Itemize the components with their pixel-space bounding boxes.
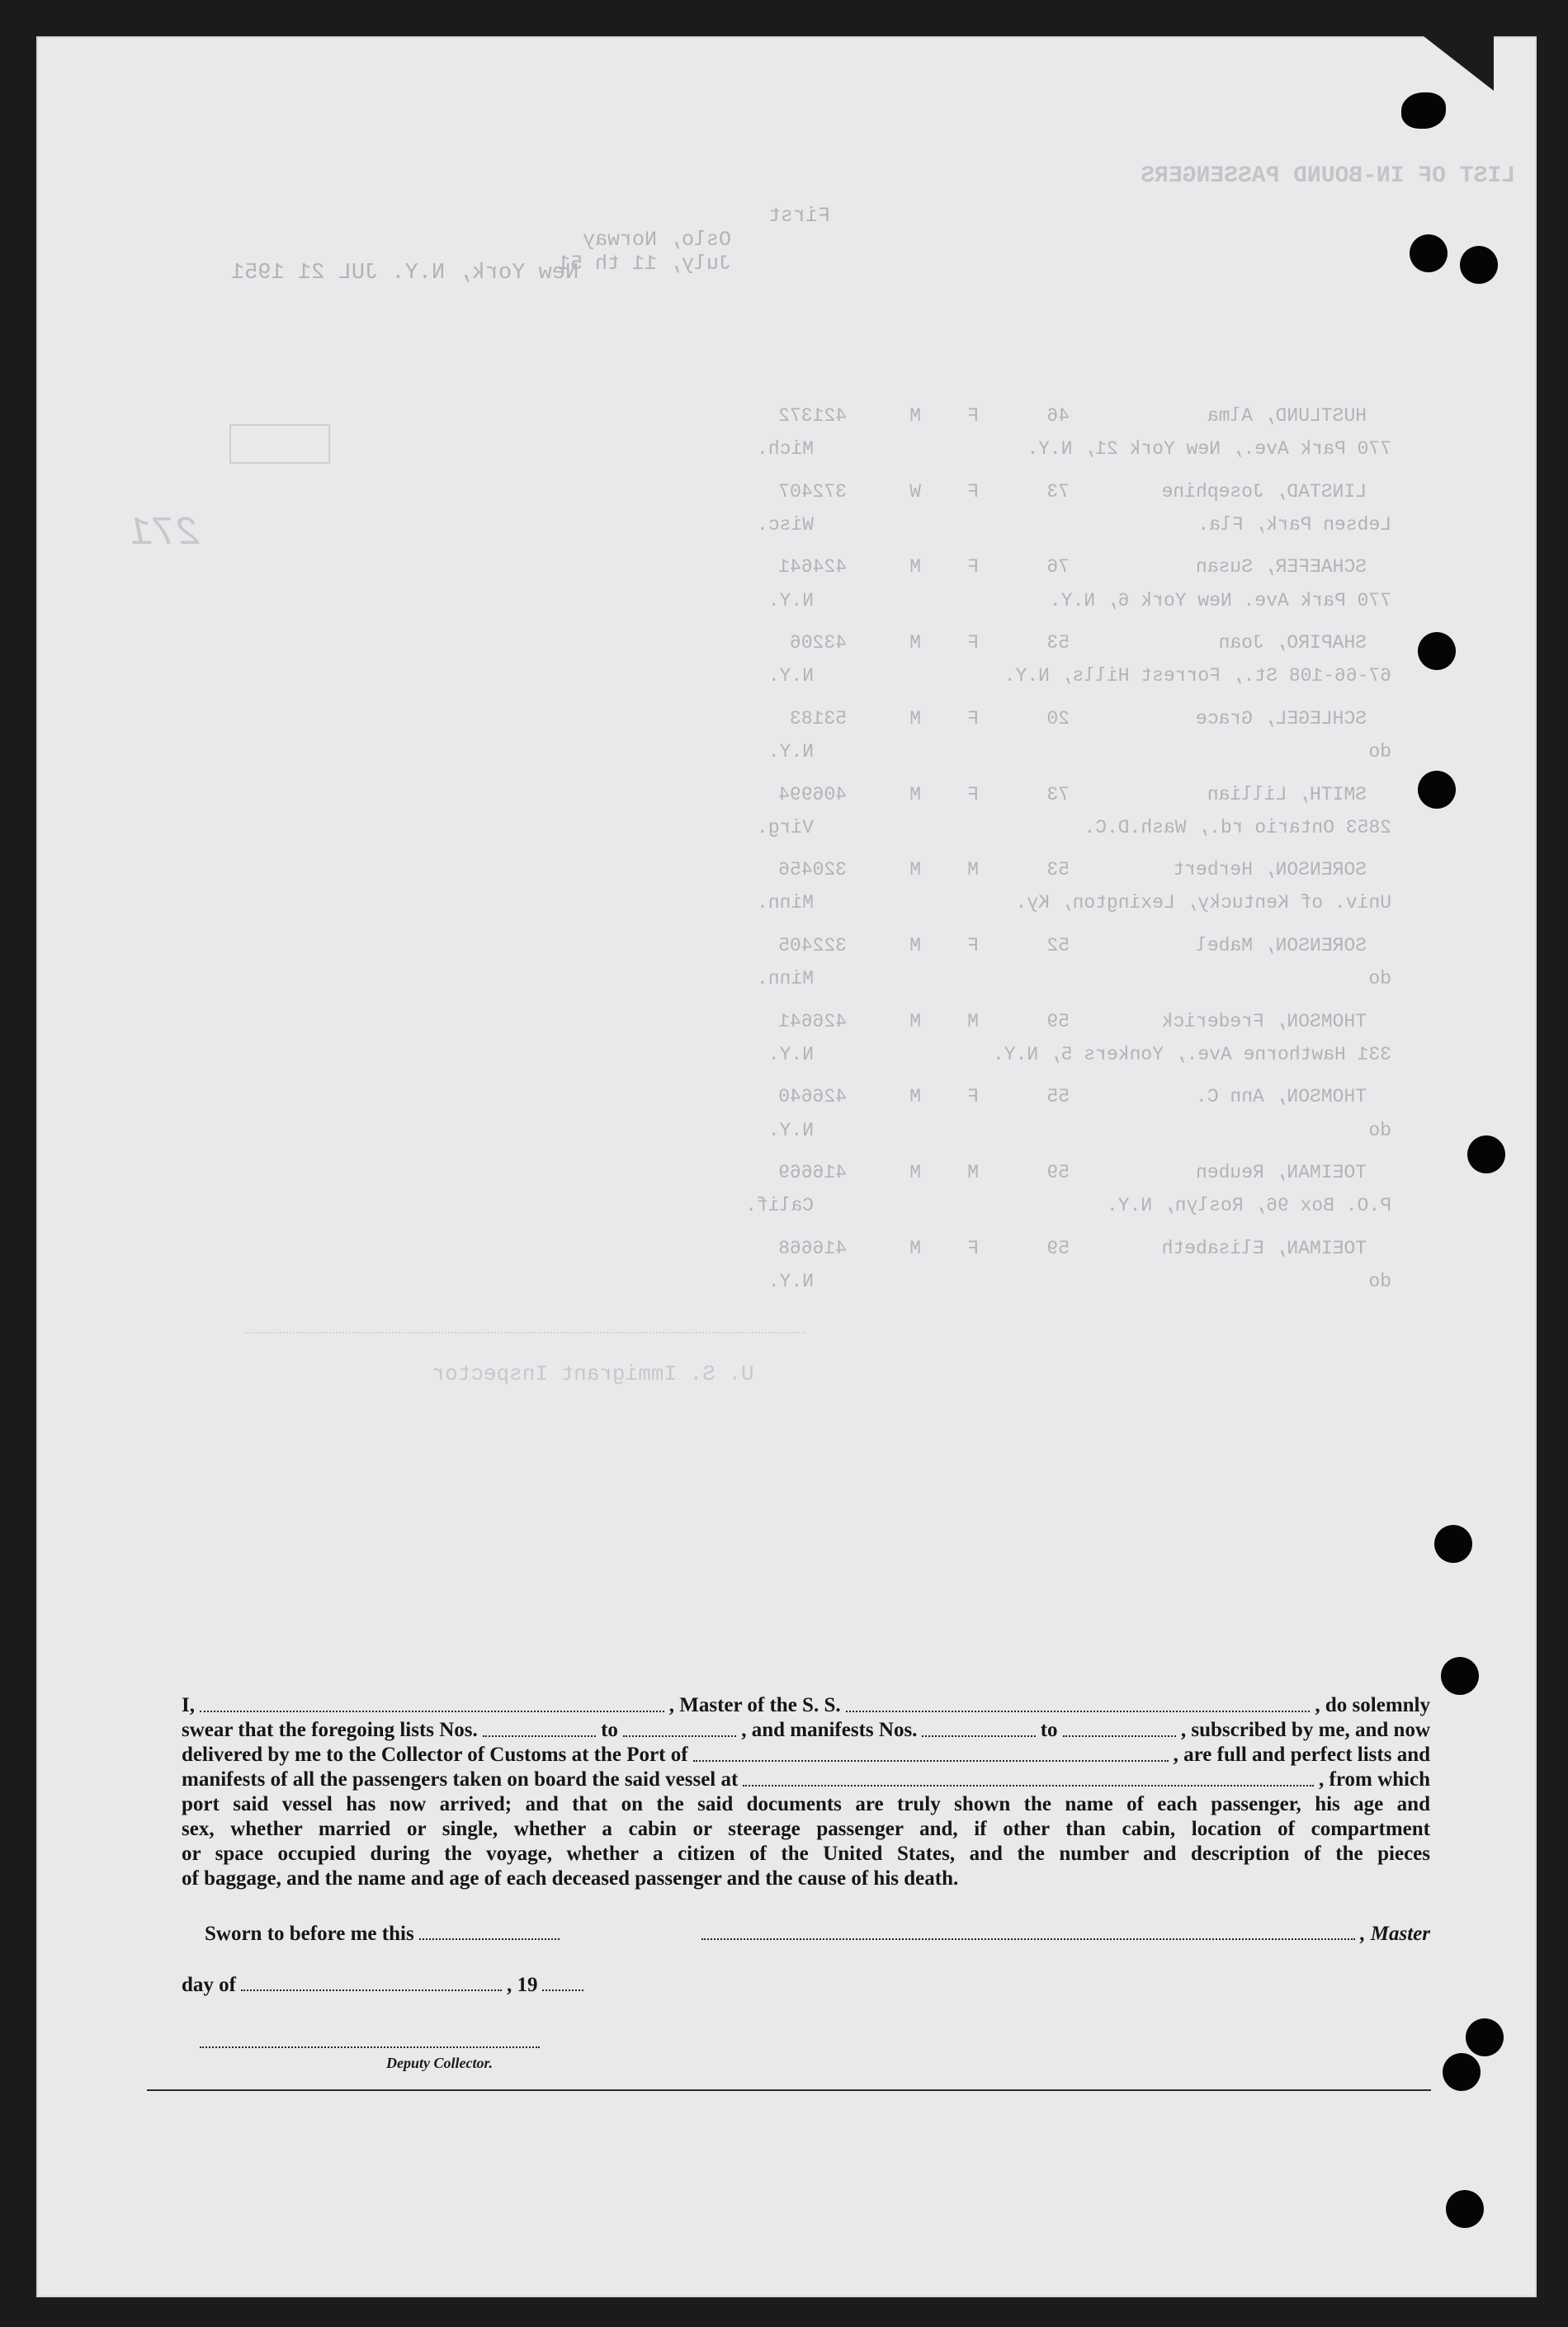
bleed-entry-status: M [909, 1237, 921, 1259]
blank-sworn-date[interactable] [419, 1938, 560, 1940]
bleed-entry-name: SORENSON, Mabel [1195, 934, 1367, 956]
bleed-stamp [129, 467, 295, 601]
bleed-arrival [120, 236, 632, 310]
bleed-entry-no: 372407 [778, 480, 847, 503]
torn-corner [1419, 33, 1494, 91]
bleed-entry-sex: F [967, 480, 979, 503]
bleed-entry-name: THOMSON, Frederick [1161, 1010, 1367, 1032]
bleed-entry-name: LINSTAD, Josephine [1161, 480, 1367, 503]
bleed-entry-state: Mich. [756, 438, 814, 460]
bleed-entry-no: 322405 [778, 934, 847, 956]
punch-hole [1434, 1525, 1472, 1563]
oath-l4-b: , from which [1319, 1768, 1430, 1791]
master-label: , Master [1360, 1923, 1430, 1945]
bleed-entry-no: 416668 [778, 1237, 847, 1259]
bleed-entry-sex: F [967, 934, 979, 956]
bleed-entry-address: 2853 Ontario rd., Wash.D.C. [1084, 816, 1391, 838]
oath-l2-e: , subscribed by me, and now [1180, 1719, 1431, 1741]
bleed-entry-status: M [909, 556, 921, 578]
bleed-entry-sex: F [967, 1237, 979, 1259]
blank-master-name[interactable] [200, 1711, 664, 1712]
bleed-entry [669, 475, 1416, 541]
bleed-entry [669, 550, 1416, 616]
oath-line-6: sex, whether married or single, whether a cabin or steerage passenger and, if other than cabin, location of compartment [182, 1818, 1430, 1840]
oath-block [182, 1693, 1430, 1891]
bleed-entry-no: 416669 [778, 1162, 847, 1184]
oath-line-7: or space occupied during the voyage, whether a citizen of the United States, and the number and description of the pieces [182, 1843, 1430, 1865]
bleed-entry-state: N.Y. [767, 741, 814, 763]
oath-line-8: of baggage, and the name and age of each deceased passenger and the cause of his death. [182, 1867, 959, 1890]
bleed-entry-status: M [909, 783, 921, 805]
bleed-entry [669, 626, 1416, 692]
bleed-entry [669, 399, 1416, 465]
signature-row-2 [182, 1974, 1430, 1997]
bleed-entry-age: 55 [1046, 1086, 1070, 1108]
blank-manifests-to[interactable] [1063, 1735, 1176, 1737]
oath-l1-a: I, [182, 1694, 195, 1716]
bottom-rule [147, 2089, 1431, 2091]
oath-l3-a: delivered by me to the Collector of Customs at the Port of [182, 1744, 688, 1766]
bleed-entry-address: 770 Park Ave. New York 6, N.Y. [1049, 589, 1391, 611]
bleed-entry-address: 331 Hawthorne Ave., Yonkers 5, N.Y. [992, 1043, 1391, 1065]
bleed-entry-no: 421372 [778, 405, 847, 427]
bleed-entry-sex: M [967, 859, 979, 881]
oath-line-3 [182, 1743, 1430, 1768]
bleed-footer-text: U. S. Immigrant Inspector [432, 1362, 754, 1386]
bleed-entry-age: 53 [1046, 859, 1070, 881]
bleed-entry-state: Minn. [756, 968, 814, 990]
oath-l4-a: manifests of all the passengers taken on board the said vessel at [182, 1768, 739, 1791]
blank-year[interactable] [542, 1990, 583, 1991]
day-of-label: day of [182, 1974, 236, 1996]
oath-l1-b: , Master of the S. S. [668, 1694, 841, 1716]
bleed-header [1053, 112, 1515, 240]
bleed-entry-age: 52 [1046, 934, 1070, 956]
bleed-entry-status: M [909, 934, 921, 956]
bleed-stamp-text: 271 [129, 512, 201, 556]
bleed-entry-status: M [909, 859, 921, 881]
punch-hole [1446, 2190, 1484, 2228]
bleed-entry-age: 53 [1046, 632, 1070, 654]
bleed-entry-no: 53183 [789, 707, 847, 729]
bleed-entry-address: 770 Park Ave., New York 21, N.Y. [1027, 438, 1391, 460]
bleed-entry-name: SORENSON, Herbert [1173, 859, 1367, 881]
bleed-date: July, 11 th 51 [557, 252, 731, 276]
signature-row-1 [182, 1923, 1430, 1946]
bleed-port: Oslo, Norway [582, 228, 731, 252]
sworn-label: Sworn to before me this [205, 1923, 414, 1945]
punch-hole [1410, 234, 1448, 272]
bleed-entry-no: 320456 [778, 859, 847, 881]
bleed-entry-age: 73 [1046, 480, 1070, 503]
bleed-entry-state: N.Y. [767, 1119, 814, 1141]
punch-hole [1466, 2018, 1504, 2056]
punch-hole [1460, 246, 1498, 284]
bleed-entry-sex: F [967, 783, 979, 805]
bleed-entry-name: SCHLEGEL, Grace [1195, 707, 1367, 729]
bleed-entry-address: Lebsen Park, Fla. [1197, 513, 1391, 536]
bleed-entry-status: M [909, 1086, 921, 1108]
bleed-entry-address: do [1368, 1119, 1391, 1141]
bleed-class: First [767, 204, 830, 228]
bleed-entry-status: M [909, 1162, 921, 1184]
oath-line-1 [182, 1693, 1430, 1718]
bleed-entry-state: Virg. [756, 816, 814, 838]
oath-line-4 [182, 1768, 1430, 1792]
bleed-entry-sex: F [967, 405, 979, 427]
bleed-entry-state: Calif. [745, 1195, 814, 1217]
bleed-entry-sex: F [967, 632, 979, 654]
bleed-entry-sex: M [967, 1162, 979, 1184]
bleed-header-title: LIST OF IN-BOUND PASSENGERS [1141, 163, 1515, 189]
bleed-entry [669, 929, 1416, 995]
bleed-footer [244, 1332, 805, 1411]
bleed-entry-state: N.Y. [767, 665, 814, 687]
oath-line-2 [182, 1718, 1430, 1743]
bleed-entry-sex: F [967, 707, 979, 729]
oath-l3-b: , are full and perfect lists and [1173, 1744, 1430, 1766]
blank-master-signature[interactable] [701, 1938, 1356, 1940]
bleed-entry [669, 1080, 1416, 1146]
punch-hole [1418, 771, 1456, 809]
oath-l1-c: , do solemnly [1315, 1694, 1431, 1716]
bleed-arrival-text: New York, N.Y. JUL 21 1951 [230, 261, 579, 286]
bleed-entry-address: 67-66-108 St., Forrest Hills, N.Y. [1004, 665, 1391, 687]
bleed-entry-no: 43206 [789, 632, 847, 654]
deputy-label: Deputy Collector. [386, 2055, 493, 2071]
bleed-entry-name: SHAPIRO, Joan [1218, 632, 1367, 654]
bleed-entry-sex: F [967, 556, 979, 578]
bleed-entry-address: P.O. Box 96, Roslyn, N.Y. [1106, 1195, 1391, 1217]
bleed-entry-status: M [909, 405, 921, 427]
punch-hole [1443, 2053, 1481, 2091]
bleed-entry [669, 853, 1416, 919]
blank-manifests-from[interactable] [922, 1735, 1035, 1737]
bleed-entry [669, 1156, 1416, 1222]
year-prefix: , 19 [506, 1974, 538, 1996]
bleed-entry-address: do [1368, 1270, 1391, 1292]
punch-hole [1467, 1135, 1505, 1173]
bleed-entry-no: 426641 [778, 1010, 847, 1032]
bleed-entry-state: Wisc. [756, 513, 814, 536]
bleed-entry-name: SCHAEFER, Susan [1195, 556, 1367, 578]
oath-line-5: port said vessel has now arrived; and that on the said documents are truly shown the name of each passenger, his age and [182, 1793, 1430, 1815]
bleed-entry-status: M [909, 707, 921, 729]
bleed-entry-address: do [1368, 968, 1391, 990]
punch-hole-corner [1401, 92, 1446, 129]
punch-hole [1418, 632, 1456, 670]
bleed-entry-address: Univ. of Kentucky, Lexington, Ky. [1015, 892, 1391, 914]
bleed-entry-name: TOEIMAN, Reuben [1195, 1162, 1367, 1184]
oath-l2-d: to [1040, 1719, 1058, 1741]
bleed-entry-status: M [909, 1010, 921, 1032]
bleed-entry-age: 46 [1046, 405, 1070, 427]
bleed-entry-name: THOMSON, Ann C. [1195, 1086, 1367, 1108]
deputy-line[interactable] [200, 2046, 540, 2048]
manifest-page [36, 36, 1537, 2297]
bleed-entry-no: 406994 [778, 783, 847, 805]
bleed-entry [669, 1005, 1416, 1071]
blank-day-month[interactable] [241, 1990, 502, 1991]
bleed-entry-state: N.Y. [767, 1043, 814, 1065]
oath-l2-a: swear that the foregoing lists Nos. [182, 1719, 478, 1741]
bleed-entry-state: Minn. [756, 892, 814, 914]
bleed-entry-age: 59 [1046, 1237, 1070, 1259]
bleed-entry-no: 426640 [778, 1086, 847, 1108]
bleed-entry-state: N.Y. [767, 1270, 814, 1292]
punch-hole [1441, 1657, 1479, 1695]
bleed-entry-name: HUSTLUND, Alma [1207, 405, 1367, 427]
bleed-entry-sex: M [967, 1010, 979, 1032]
blank-lists-from[interactable] [483, 1735, 596, 1737]
bleed-entry-state: N.Y. [767, 589, 814, 611]
bleed-entry-address: do [1368, 741, 1391, 763]
bleed-entry-age: 59 [1046, 1162, 1070, 1184]
bleed-entry [669, 1232, 1416, 1298]
bleed-entry-age: 59 [1046, 1010, 1070, 1032]
bleed-entry-status: W [909, 480, 921, 503]
bleed-entry-age: 76 [1046, 556, 1070, 578]
bleed-entries [669, 399, 1416, 1307]
blank-port[interactable] [693, 1760, 1169, 1762]
blank-vessel-name[interactable] [846, 1711, 1311, 1712]
bleed-box [229, 424, 330, 464]
blank-lists-to[interactable] [623, 1735, 736, 1737]
bleed-entry-name: SMITH, Lillian [1207, 783, 1367, 805]
bleed-entry [669, 778, 1416, 844]
bleed-entry-no: 424641 [778, 556, 847, 578]
oath-l2-b: to [601, 1719, 618, 1741]
oath-l2-c: , and manifests Nos. [741, 1719, 918, 1741]
bleed-entry-status: M [909, 632, 921, 654]
bleed-entry-sex: F [967, 1086, 979, 1108]
bleed-entry [669, 702, 1416, 768]
bleed-entry-name: TOEIMAN, Elisabeth [1161, 1237, 1367, 1259]
blank-embark-port[interactable] [743, 1785, 1314, 1787]
bleed-entry-age: 20 [1046, 707, 1070, 729]
bleed-entry-age: 73 [1046, 783, 1070, 805]
